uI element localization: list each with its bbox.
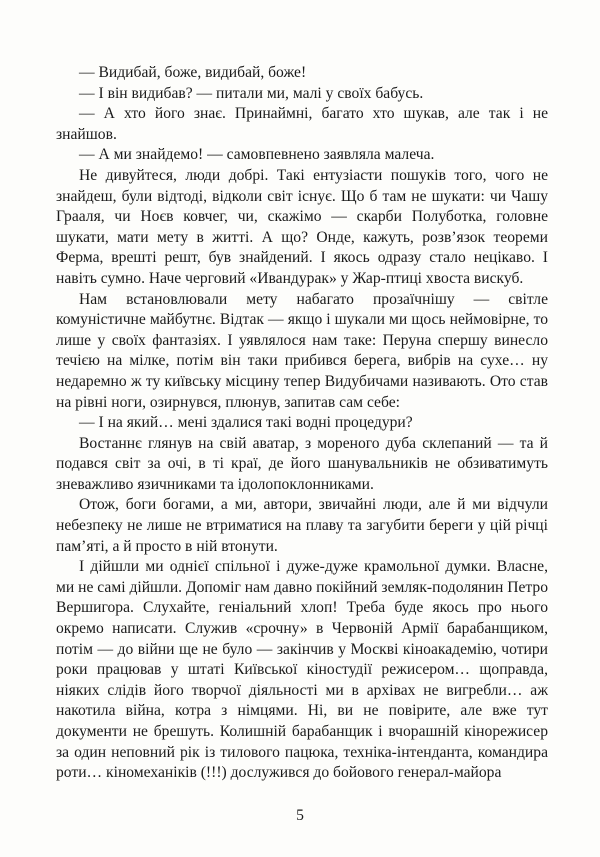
paragraph: Востаннє глянув на свій аватар, з мореного дуба склепаний — та й подався світ за очі, в ті краї, де його шанувальників не обзиватимуть зневажливо язичниками та ідолопоклонниками. <box>56 434 548 493</box>
paragraph: — А ми знайдемо! — самовпевнено заявляла малеча. <box>79 146 435 164</box>
paragraph: Не дивуйтеся, люди добрі. Такі ентузіасти пошуків того, чого не знайдеш, були відтоді, відколи світ існує. Що б там не шукати: чи Чашу Грааля, чи Ноєв ковчег, чи, скажімо — скарби Полуботка, головне шукати, мати мету в житті. А що? Онде, кажуть, розв’язок теореми Ферма, врешті решт, був знайдений. І якось одразу стало нецікаво. І навіть сумно. Наче черговий «Ивандурак» у Жар-птиці хвоста вискуб. <box>56 166 548 287</box>
page-number: 5 <box>296 807 304 824</box>
paragraph: Отож, боги богами, а ми, автори, звичайні люди, але й ми відчули небезпеку не лише не втриматися на плаву та загубити береги у цій річці пам’яті, а й просто в ній втонути. <box>56 496 548 555</box>
paragraph: Нам встановлювали мету набагато прозаїчнішу — світле комуністичне майбутнє. Відтак — якщо і шукали ми щось неймовірне, то лише у своїх фантазіях. І уявлялося нам таке: Перуна спершу винесло течією на мілке, потім він таки прибився берега, вибрів на сухе… ну недаремно ж ту київську місцину тепер Видубичами називають. Ото став на рівні ноги, озирнувся, плюнув, запитав сам себе: <box>56 290 548 411</box>
paragraph: — Видибай, боже, видибай, боже! <box>79 64 307 81</box>
paragraph: — А хто його знає. Принаймні, багато хто шукав, але так і не знайшов. <box>56 105 548 143</box>
paragraph: І дійшли ми однієї спільної і дуже-дуже крамольної думки. Власне, ми не самі дійшли. Допоміг нам давно покійний земляк-подолянин Петро Вершигора. Слухайте, геніальний хлоп! Треба буде якось про нього окремо написати. Служив «срочну» в Червоній Армії барабанщиком, потім — до війни ще не було — закінчив у Москві кіноакадемію, чотири роки працював у штаті Київської кіностудії режисером… щоправда, ніяких слідів його творчої діяльності ми в архівах не вигребли… аж накотила війна, котра з німцями. Ні, ви не повірите, але вже тут документи не брешуть. Колишній барабанщик і вчорашній кінорежисер за один неповний рік із тилового пацюка, техніка-інтенданта, командира роти… кіномеханіків (!!!) дослужився до бойового генерал-майора <box>56 558 548 782</box>
paragraph: — І він видибав? — питали ми, малі у своїх бабусь. <box>79 84 424 102</box>
paragraph: — І на який… мені здалися такі водні процедури? <box>79 414 413 432</box>
text-body <box>56 63 548 784</box>
